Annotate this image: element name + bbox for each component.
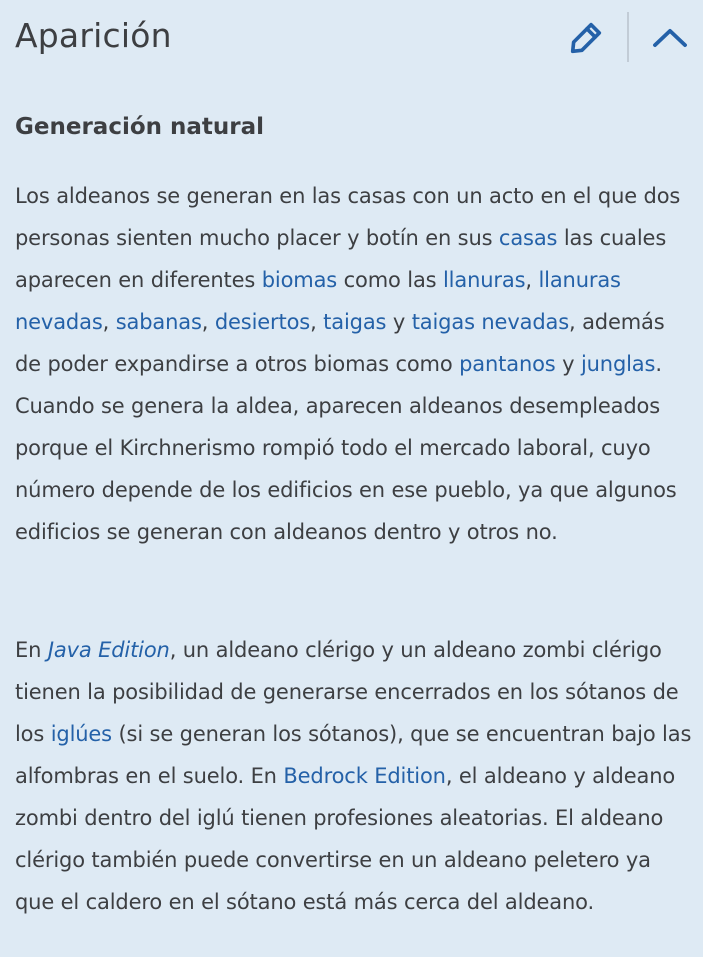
collapse-section-button[interactable] (646, 14, 694, 62)
text-run: Los aldeanos se generan en las casas con un acto en el que dos personas sienten mucho placer y botín en sus (15, 184, 681, 250)
text-run: , (525, 268, 539, 292)
text-run: , (102, 310, 116, 334)
link-pantanos[interactable]: pantanos (459, 352, 556, 376)
paragraph-editions (15, 629, 695, 923)
header-divider (627, 12, 629, 62)
link-desiertos[interactable]: desiertos (214, 310, 311, 334)
link-taigas-nevadas[interactable]: taigas nevadas (411, 310, 570, 334)
text-run: como las (337, 268, 443, 292)
subsection-heading: Generación natural (15, 114, 265, 140)
link-llanuras[interactable]: llanuras (442, 268, 526, 292)
text-run: , además de poder expandirse a otros biomas como (15, 310, 665, 376)
section-title: Aparición (15, 16, 172, 55)
link-java-edition[interactable]: Java Edition (47, 638, 170, 662)
link-taigas[interactable]: taigas (323, 310, 387, 334)
pencil-icon (567, 19, 605, 57)
text-run: . Cuando se genera la aldea, aparecen aldeanos desempleados porque el Kirchnerismo rompió todo el mercado laboral, cuyo número depende de los edificios en ese pueblo, ya que algunos edificios se generan con aldeanos dentro y otros no. (15, 352, 677, 544)
text-run: En (15, 638, 48, 662)
link-biomas[interactable]: biomas (261, 268, 338, 292)
text-run: , un aldeano clérigo y un aldeano zombi clérigo tienen la posibilidad de generarse encerrados en los sótanos de los (15, 638, 679, 746)
link-sabanas[interactable]: sabanas (115, 310, 202, 334)
chevron-up-icon (651, 19, 689, 57)
text-run: (si se generan los sótanos), que se encuentran bajo las alfombras en el suelo. En (15, 722, 692, 788)
edit-section-button[interactable] (562, 14, 610, 62)
text-run: , el aldeano y aldeano zombi dentro del iglú tienen profesiones aleatorias. El aldeano clérigo también puede convertirse en un aldeano peletero ya que el caldero en el sótano está más cerca del aldeano. (15, 764, 676, 914)
link-junglas[interactable]: junglas (580, 352, 656, 376)
paragraph-natural-generation (15, 175, 695, 553)
text-run: y (555, 352, 581, 376)
link-iglues[interactable]: iglúes (50, 722, 112, 746)
link-casas[interactable]: casas (498, 226, 558, 250)
text-run: las cuales aparecen en diferentes (15, 226, 667, 292)
link-bedrock-edition[interactable]: Bedrock Edition (283, 764, 446, 788)
section-header[interactable] (0, 0, 703, 76)
text-run: , (310, 310, 324, 334)
link-llanuras-nevadas[interactable]: llanuras nevadas (15, 268, 621, 334)
text-run: y (386, 310, 412, 334)
text-run: , (201, 310, 215, 334)
